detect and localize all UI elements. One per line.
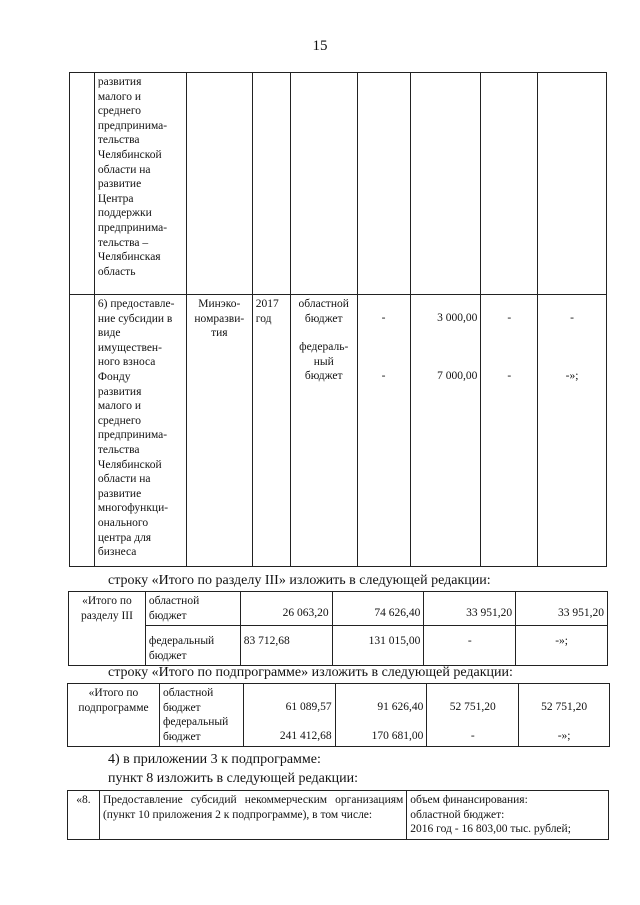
- source-regional: областной бюджет: [298, 298, 349, 325]
- financing-cell: [407, 791, 609, 840]
- value: -: [381, 369, 386, 382]
- cell-value: [481, 73, 538, 295]
- table-row: [70, 73, 607, 295]
- cell-source: [290, 295, 357, 567]
- value: -»;: [565, 369, 579, 382]
- total-subprogram-table: [67, 683, 610, 747]
- value: 83 712,68: [240, 626, 332, 666]
- table-row: [70, 295, 607, 567]
- page-number: 15: [312, 38, 328, 54]
- value: -: [507, 312, 512, 324]
- cell-value: [410, 73, 481, 295]
- source-label: областной бюджет: [162, 687, 214, 714]
- source-cell: [159, 684, 243, 747]
- value: 131 015,00: [332, 626, 424, 666]
- instruction-line: строку «Итого по разделу III» изложить в следующей редакции:: [108, 573, 491, 588]
- item-number: «8.: [68, 791, 100, 840]
- value: 61 089,57: [285, 701, 332, 713]
- financing-line: областной бюджет:: [410, 808, 505, 821]
- total-label: «Итого по подпрограмме: [68, 684, 160, 747]
- value-cell: [243, 684, 335, 747]
- value: -»;: [557, 729, 571, 742]
- value: 241 412,68: [279, 729, 332, 742]
- value: -: [470, 729, 475, 742]
- source-label: федеральный бюджет: [162, 716, 229, 743]
- cell-executor: Минэко- номразви- тия: [186, 295, 252, 567]
- value: 3 000,00: [437, 312, 478, 324]
- value: 74 626,40: [332, 592, 424, 626]
- value-cell: [335, 684, 427, 747]
- value: 26 063,20: [240, 592, 332, 626]
- value-cell: [427, 684, 519, 747]
- value: 170 681,00: [371, 729, 424, 742]
- item-description: Предоставление субсидий некоммерческим организациям (пункт 10 приложения 2 к подпрограмме), в том числе:: [99, 791, 406, 840]
- value: -: [507, 369, 512, 382]
- cell-year: [252, 73, 290, 295]
- cell-num: [70, 295, 95, 567]
- source-federal: федераль- ный бюджет: [299, 341, 349, 383]
- instruction-line: 4) в приложении 3 к подпрограмме:: [108, 752, 321, 767]
- value-cell: [519, 684, 610, 747]
- item8-table: [67, 790, 609, 840]
- table-row: [68, 684, 610, 747]
- cell-value: [481, 295, 538, 567]
- cell-value: [538, 73, 607, 295]
- table-row: [69, 626, 608, 666]
- cell-value: [410, 295, 481, 567]
- source-label: областной бюджет: [145, 592, 240, 626]
- financing-line: объем финансирования:: [410, 794, 528, 806]
- financing-line: 2016 год - 16 803,00 тыс. рублей;: [410, 823, 571, 836]
- cell-year: 2017 год: [252, 295, 290, 567]
- instruction-line: строку «Итого по подпрограмме» изложить в следующей редакции:: [108, 665, 513, 680]
- value: 91 626,40: [377, 701, 424, 713]
- main-table: [69, 72, 607, 567]
- value: -: [570, 312, 574, 324]
- total-label: «Итого по разделу III: [69, 592, 146, 666]
- cell-source: [290, 73, 357, 295]
- value: -: [424, 626, 516, 666]
- cell-num: [70, 73, 95, 295]
- total-section-table: [68, 591, 608, 666]
- source-label: федеральный бюджет: [145, 626, 240, 666]
- cell-measure-name: развития малого и среднего предпринима- тельства Челябинской области на развитие Центра поддержки предпринима- тельства – Челябинская область: [94, 73, 186, 295]
- value: 33 951,20: [424, 592, 516, 626]
- value: 52 751,20: [541, 701, 588, 713]
- cell-value: [357, 73, 410, 295]
- value: 7 000,00: [437, 369, 478, 382]
- value: -: [381, 312, 386, 324]
- cell-measure-name: 6) предоставле- ние субсидии в виде имуществен- ного взноса Фонду развития малого и среднего предпринима- тельства Челябинской области на развитие многофункци- онального центра для бизнеса: [94, 295, 186, 567]
- value: 33 951,20: [516, 592, 608, 626]
- value: 52 751,20: [449, 701, 496, 713]
- table-row: [68, 791, 609, 840]
- table-row: [69, 592, 608, 626]
- value: -»;: [516, 626, 608, 666]
- cell-executor: [186, 73, 252, 295]
- cell-value: [538, 295, 607, 567]
- cell-value: [357, 295, 410, 567]
- instruction-line: пункт 8 изложить в следующей редакции:: [108, 771, 358, 786]
